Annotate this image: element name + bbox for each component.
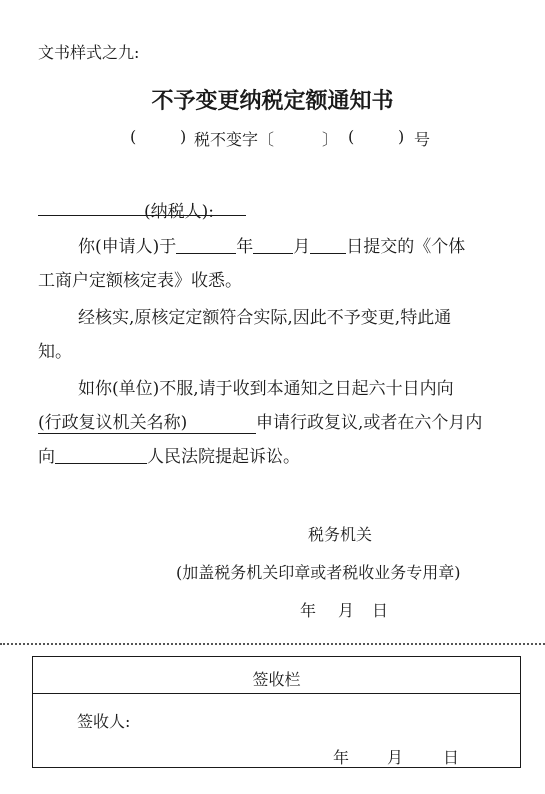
para2-text-line2: 知。 xyxy=(38,342,72,362)
review-agency-name: (行政复议机关名称) xyxy=(38,413,188,433)
date-month-blank xyxy=(253,237,293,254)
date-year-blank xyxy=(176,237,236,254)
seal-note: (加盖税务机关印章或者税收业务专用章) xyxy=(176,563,461,582)
receipt-box xyxy=(32,656,521,768)
doc-number-paren-close-2: ) xyxy=(398,127,405,146)
doc-number-paren-close-1: ) xyxy=(180,127,187,146)
doc-style-label: 文书样式之九: xyxy=(38,43,140,62)
addressee-label: (纳税人): xyxy=(144,202,214,222)
para1-text-line2: 工商户定额核定表》收悉。 xyxy=(38,271,242,291)
para1-text-b: 日提交的《个体 xyxy=(346,237,466,257)
cut-line-divider xyxy=(0,643,545,645)
signature-date-month: 月 xyxy=(338,601,355,620)
paragraph-appeal xyxy=(38,374,518,467)
paragraph-decision xyxy=(38,303,518,362)
receipt-date-day: 日 xyxy=(443,748,460,767)
date-day-blank xyxy=(310,237,346,254)
receipt-date-month: 月 xyxy=(387,748,404,767)
paragraph-application xyxy=(38,232,518,291)
doc-number-paren-open-1: ( xyxy=(130,127,137,146)
review-agency-blank xyxy=(38,408,256,434)
receipt-signer-label: 签收人: xyxy=(77,712,131,731)
para3-text-line2: 申请行政复议,或者在六个月内 xyxy=(256,413,483,433)
addressee-line xyxy=(38,197,246,222)
signature-date-day: 日 xyxy=(372,601,389,620)
para1-text-a: 你(申请人)于 xyxy=(78,237,177,257)
receipt-title: 签收栏 xyxy=(252,670,301,689)
para3-text-line3-a: 向 xyxy=(38,447,55,467)
doc-number-mid: 税不变字〔 xyxy=(194,130,275,149)
court-blank xyxy=(55,447,147,464)
para3-text-line3-b: 人民法院提起诉讼。 xyxy=(147,447,300,467)
doc-number-suffix: 号 xyxy=(414,130,431,149)
para1-year-label: 年 xyxy=(236,237,254,257)
receipt-divider xyxy=(33,693,520,694)
para2-text-line1: 经核实,原核定定额符合实际,因此不予变更,特此通 xyxy=(78,308,452,328)
signature-date-year: 年 xyxy=(300,601,317,620)
receipt-date-year: 年 xyxy=(333,748,350,767)
tax-authority-label: 税务机关 xyxy=(308,525,373,544)
doc-number-bracket-close: 〕 xyxy=(322,130,339,149)
para1-month-label: 月 xyxy=(293,237,311,257)
para3-text-line1: 如你(单位)不服,请于收到本通知之日起六十日内向 xyxy=(78,379,454,399)
doc-number-paren-open-2: ( xyxy=(348,127,355,146)
document-title: 不予变更纳税定额通知书 xyxy=(151,88,394,114)
